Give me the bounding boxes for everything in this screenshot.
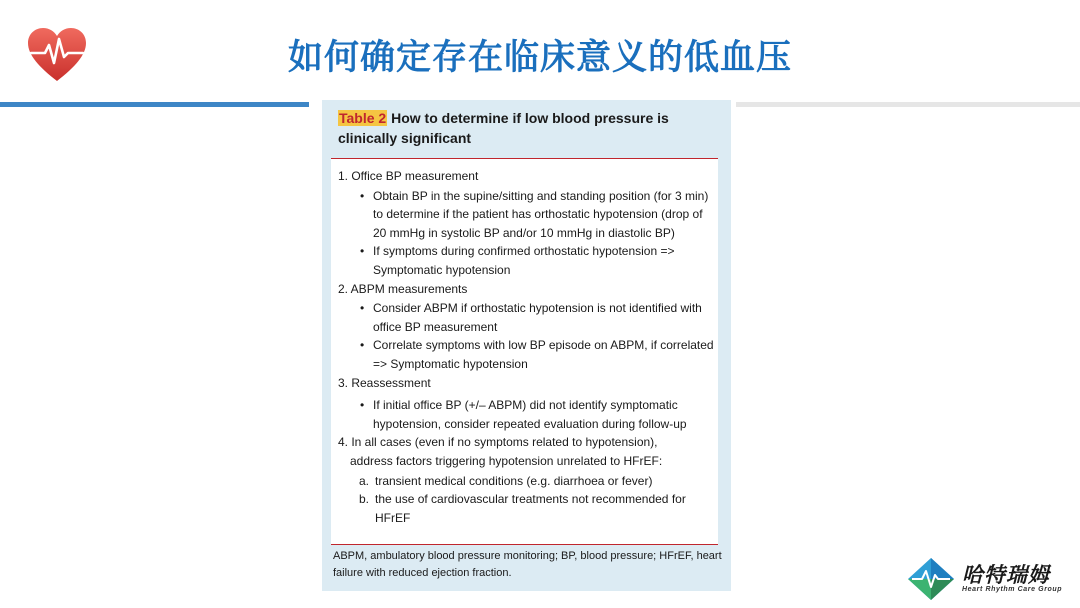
section-heading: 2. ABPM measurements — [338, 281, 468, 296]
list-item-text: the use of cardiovascular treatments not recommended for HFrEF — [375, 492, 686, 525]
section-heading-continued: address factors triggering hypotension unrelated to HFrEF: — [350, 453, 663, 468]
brand-name: 哈特瑞姆 — [962, 563, 1050, 587]
letter-marker: a. — [359, 473, 370, 488]
list-item-text: If symptoms during confirmed orthostatic hypotension => Symptomatic hypotension — [373, 244, 675, 277]
list-item-text: Obtain BP in the supine/sitting and standing position (for 3 min) to determine if the patient has orthostatic hypotension (drop of 20 mmHg in systolic BP and/or 10 mmHg in diastolic BP) — [373, 188, 709, 240]
list-item-text: transient medical conditions (e.g. diarrhoea or fever) — [375, 473, 653, 488]
bullet-marker: • — [360, 244, 365, 259]
list-item — [338, 242, 716, 279]
bullet-marker: • — [360, 188, 365, 203]
bullet-marker: • — [360, 338, 365, 353]
table-footnote: ABPM, ambulatory blood pressure monitoring; BP, blood pressure; HFrEF, heart failure with reduced ejection fraction. — [333, 550, 722, 579]
table-section-1 — [338, 167, 716, 280]
list-item — [338, 299, 716, 336]
section-heading: 4. In all cases (even if no symptoms related to hypotension), — [338, 435, 658, 450]
list-item-text: If initial office BP (+/– ABPM) did not identify symptomatic hypotension, consider repeated evaluation during follow-up — [373, 398, 687, 431]
list-item — [338, 336, 716, 373]
brand-diamond-icon — [906, 556, 956, 602]
title-underline-left — [0, 102, 309, 107]
table-content — [338, 167, 716, 527]
bullet-marker: • — [360, 398, 365, 413]
list-item — [338, 490, 716, 527]
list-item — [338, 187, 716, 243]
table-section-3 — [338, 374, 716, 434]
list-item — [338, 396, 716, 433]
list-item-text: Correlate symptoms with low BP episode on ABPM, if correlated => Symptomatic hypotension — [373, 338, 714, 371]
table-caption-text: How to determine if low blood pressure is clinically significant — [338, 110, 669, 146]
bullet-marker: • — [360, 301, 365, 316]
table-label: Table 2 — [339, 110, 387, 126]
table-section-2 — [338, 280, 716, 374]
slide-title: 如何确定存在临床意义的低血压 — [287, 38, 792, 78]
list-item-text: Consider ABPM if orthostatic hypotension is not identified with office BP measurement — [373, 301, 702, 334]
table-caption — [338, 108, 718, 148]
section-heading: 3. Reassessment — [338, 375, 431, 390]
list-item — [338, 472, 716, 491]
letter-marker: b. — [359, 492, 370, 507]
title-underline-right — [736, 102, 1080, 107]
table-section-4 — [338, 433, 716, 527]
section-heading: 1. Office BP measurement — [338, 169, 479, 183]
brand-tagline: Heart Rhythm Care Group — [962, 586, 1063, 593]
